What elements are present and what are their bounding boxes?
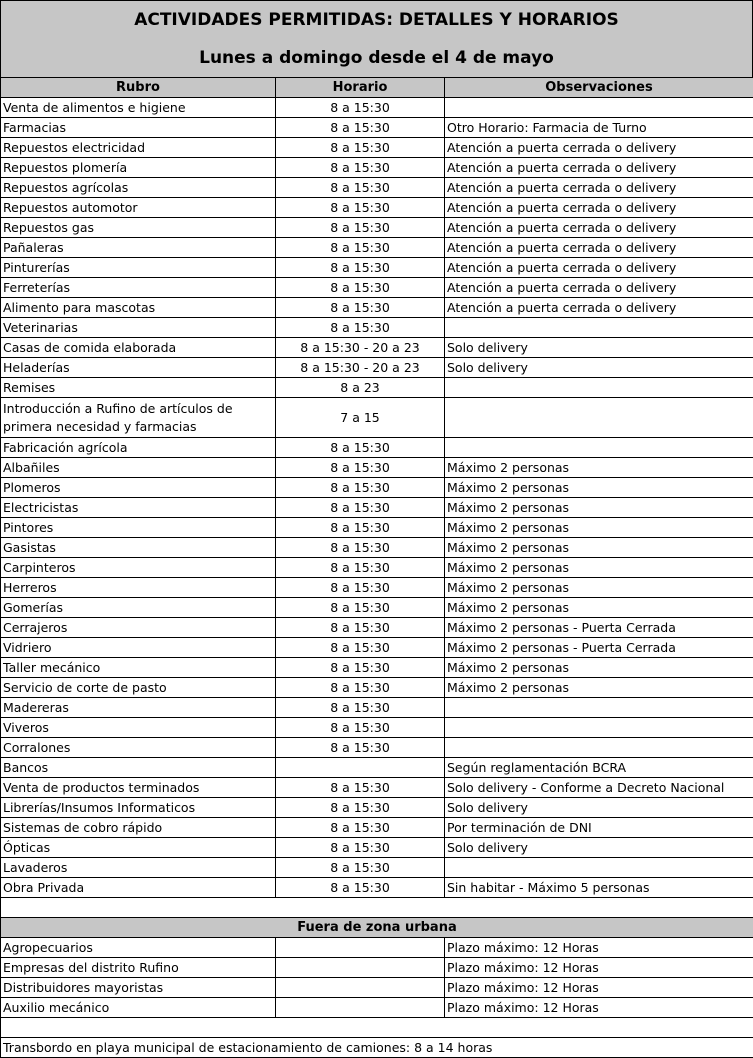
- observaciones-cell: Solo delivery: [445, 338, 753, 358]
- horario-cell: 8 a 15:30: [276, 578, 445, 598]
- rubro-cell: Repuestos electricidad: [1, 138, 276, 158]
- rubro-cell: Viveros: [1, 718, 276, 738]
- rubro-cell: Bancos: [1, 758, 276, 778]
- horario-cell: [276, 978, 445, 998]
- table-row: [1, 998, 753, 1018]
- header-observaciones: Observaciones: [445, 78, 753, 98]
- horario-cell: 8 a 15:30: [276, 858, 445, 878]
- table-row: [1, 338, 753, 358]
- horario-cell: 8 a 23: [276, 378, 445, 398]
- observaciones-cell: Máximo 2 personas - Puerta Cerrada: [445, 638, 753, 658]
- rubro-cell: Ópticas: [1, 838, 276, 858]
- table-row: [1, 618, 753, 638]
- horario-cell: 8 a 15:30: [276, 878, 445, 898]
- table-row: [1, 498, 753, 518]
- horario-cell: 8 a 15:30: [276, 478, 445, 498]
- rubro-cell: Obra Privada: [1, 878, 276, 898]
- rubro-cell: Lavaderos: [1, 858, 276, 878]
- observaciones-cell: Máximo 2 personas: [445, 558, 753, 578]
- horario-cell: 8 a 15:30: [276, 198, 445, 218]
- horario-cell: [276, 938, 445, 958]
- horario-cell: 8 a 15:30: [276, 818, 445, 838]
- observaciones-cell: Máximo 2 personas: [445, 658, 753, 678]
- observaciones-cell: Atención a puerta cerrada o delivery: [445, 158, 753, 178]
- observaciones-cell: Atención a puerta cerrada o delivery: [445, 178, 753, 198]
- rubro-cell: Venta de productos terminados: [1, 778, 276, 798]
- observaciones-cell: Atención a puerta cerrada o delivery: [445, 218, 753, 238]
- horario-cell: 8 a 15:30: [276, 658, 445, 678]
- rubro-cell: Madereras: [1, 698, 276, 718]
- spacer-row: [1, 1018, 753, 1038]
- spacer-block-2: [1, 1018, 753, 1038]
- rubro-cell: Pañaleras: [1, 238, 276, 258]
- rubro-cell: Gomerías: [1, 598, 276, 618]
- table-row: [1, 398, 753, 438]
- table-row: [1, 638, 753, 658]
- observaciones-cell: Máximo 2 personas - Puerta Cerrada: [445, 618, 753, 638]
- table-row: [1, 98, 753, 118]
- horario-cell: 8 a 15:30: [276, 698, 445, 718]
- observaciones-cell: [445, 98, 753, 118]
- rubro-cell: Repuestos plomería: [1, 158, 276, 178]
- horario-cell: 8 a 15:30: [276, 458, 445, 478]
- rubro-cell: Farmacias: [1, 118, 276, 138]
- observaciones-cell: [445, 738, 753, 758]
- horario-cell: 8 a 15:30: [276, 218, 445, 238]
- rural-section: [1, 918, 753, 938]
- rubro-cell: Veterinarias: [1, 318, 276, 338]
- title-block: [0, 0, 753, 77]
- rubro-cell: Casas de comida elaborada: [1, 338, 276, 358]
- horario-cell: 8 a 15:30: [276, 558, 445, 578]
- table-row: [1, 738, 753, 758]
- horario-cell: 8 a 15:30: [276, 598, 445, 618]
- horario-cell: 8 a 15:30 - 20 a 23: [276, 358, 445, 378]
- spacer-cell: [1, 1018, 753, 1038]
- header-horario: Horario: [276, 78, 445, 98]
- footer-block: [1, 1038, 753, 1058]
- horario-cell: 8 a 15:30: [276, 538, 445, 558]
- spacer-block: [1, 898, 753, 918]
- horario-cell: 8 a 15:30: [276, 258, 445, 278]
- rubro-cell: Alimento para mascotas: [1, 298, 276, 318]
- rubro-cell: Remises: [1, 378, 276, 398]
- rubro-cell: Fabricación agrícola: [1, 438, 276, 458]
- table-row: [1, 878, 753, 898]
- horario-cell: 8 a 15:30: [276, 618, 445, 638]
- observaciones-cell: Atención a puerta cerrada o delivery: [445, 298, 753, 318]
- observaciones-cell: Máximo 2 personas: [445, 518, 753, 538]
- section-title: Fuera de zona urbana: [1, 918, 753, 938]
- header-row: [1, 78, 753, 98]
- header-rubro: Rubro: [1, 78, 276, 98]
- table-row: [1, 378, 753, 398]
- observaciones-cell: Solo delivery: [445, 798, 753, 818]
- spacer-cell: [1, 898, 753, 918]
- horario-cell: 8 a 15:30: [276, 298, 445, 318]
- observaciones-cell: [445, 438, 753, 458]
- rubro-cell: Auxilio mecánico: [1, 998, 276, 1018]
- page-subtitle: Lunes a domingo desde el 4 de mayo: [1, 39, 752, 77]
- table-row: [1, 278, 753, 298]
- observaciones-cell: Atención a puerta cerrada o delivery: [445, 278, 753, 298]
- table-row: [1, 118, 753, 138]
- footer-note: Transbordo en playa municipal de estacionamiento de camiones: 8 a 14 horas: [1, 1038, 753, 1058]
- table-row: [1, 358, 753, 378]
- table-row: [1, 458, 753, 478]
- rubro-cell: Repuestos automotor: [1, 198, 276, 218]
- horario-cell: 8 a 15:30: [276, 778, 445, 798]
- rubro-cell: Repuestos gas: [1, 218, 276, 238]
- observaciones-cell: Plazo máximo: 12 Horas: [445, 978, 753, 998]
- rubro-cell: Introducción a Rufino de artículos de primera necesidad y farmacias: [1, 398, 276, 438]
- observaciones-cell: Máximo 2 personas: [445, 458, 753, 478]
- observaciones-cell: Máximo 2 personas: [445, 578, 753, 598]
- observaciones-cell: Otro Horario: Farmacia de Turno: [445, 118, 753, 138]
- rubro-cell: Vidriero: [1, 638, 276, 658]
- observaciones-cell: Máximo 2 personas: [445, 538, 753, 558]
- observaciones-cell: Plazo máximo: 12 Horas: [445, 998, 753, 1018]
- observaciones-cell: Solo delivery: [445, 358, 753, 378]
- horario-cell: 8 a 15:30: [276, 718, 445, 738]
- table-row: [1, 938, 753, 958]
- rubro-cell: Cerrajeros: [1, 618, 276, 638]
- rubro-cell: Plomeros: [1, 478, 276, 498]
- rubro-cell: Venta de alimentos e higiene: [1, 98, 276, 118]
- table-row: [1, 598, 753, 618]
- table-row: [1, 258, 753, 278]
- table-row: [1, 478, 753, 498]
- horario-cell: 8 a 15:30: [276, 118, 445, 138]
- table-row: [1, 578, 753, 598]
- table-row: [1, 858, 753, 878]
- activities-body: [1, 98, 753, 898]
- observaciones-cell: [445, 858, 753, 878]
- activities-table: [0, 77, 753, 1058]
- horario-cell: 8 a 15:30: [276, 318, 445, 338]
- table-row: [1, 658, 753, 678]
- horario-cell: [276, 758, 445, 778]
- observaciones-cell: Máximo 2 personas: [445, 678, 753, 698]
- table-row: [1, 838, 753, 858]
- page-title: ACTIVIDADES PERMITIDAS: DETALLES Y HORARIOS: [1, 1, 752, 39]
- observaciones-cell: Por terminación de DNI: [445, 818, 753, 838]
- horario-cell: [276, 958, 445, 978]
- observaciones-cell: Solo delivery - Conforme a Decreto Nacional: [445, 778, 753, 798]
- observaciones-cell: [445, 378, 753, 398]
- horario-cell: 8 a 15:30: [276, 138, 445, 158]
- rubro-cell: Herreros: [1, 578, 276, 598]
- spacer-row: [1, 898, 753, 918]
- rubro-cell: Electricistas: [1, 498, 276, 518]
- table-row: [1, 978, 753, 998]
- table-row: [1, 698, 753, 718]
- rubro-cell: Carpinteros: [1, 558, 276, 578]
- table-row: [1, 678, 753, 698]
- section-header-row: [1, 918, 753, 938]
- rural-body: [1, 938, 753, 1018]
- rubro-cell: Heladerías: [1, 358, 276, 378]
- rubro-cell: Sistemas de cobro rápido: [1, 818, 276, 838]
- observaciones-cell: Máximo 2 personas: [445, 478, 753, 498]
- table-row: [1, 298, 753, 318]
- horario-cell: 8 a 15:30: [276, 798, 445, 818]
- table-row: [1, 818, 753, 838]
- observaciones-cell: Solo delivery: [445, 838, 753, 858]
- observaciones-cell: Máximo 2 personas: [445, 498, 753, 518]
- rubro-cell: Taller mecánico: [1, 658, 276, 678]
- horario-cell: 7 a 15: [276, 398, 445, 438]
- table-row: [1, 178, 753, 198]
- observaciones-cell: Plazo máximo: 12 Horas: [445, 938, 753, 958]
- rubro-cell: Pintores: [1, 518, 276, 538]
- table-row: [1, 558, 753, 578]
- horario-cell: 8 a 15:30: [276, 98, 445, 118]
- rubro-cell: Librerías/Insumos Informaticos: [1, 798, 276, 818]
- table-row: [1, 718, 753, 738]
- rubro-cell: Albañiles: [1, 458, 276, 478]
- table-row: [1, 198, 753, 218]
- observaciones-cell: Plazo máximo: 12 Horas: [445, 958, 753, 978]
- horario-cell: 8 a 15:30: [276, 838, 445, 858]
- table-row: [1, 518, 753, 538]
- footer-row: [1, 1038, 753, 1058]
- rubro-cell: Repuestos agrícolas: [1, 178, 276, 198]
- horario-cell: 8 a 15:30: [276, 438, 445, 458]
- horario-cell: [276, 998, 445, 1018]
- observaciones-cell: Máximo 2 personas: [445, 598, 753, 618]
- horario-cell: 8 a 15:30: [276, 158, 445, 178]
- rubro-cell: Empresas del distrito Rufino: [1, 958, 276, 978]
- table-row: [1, 758, 753, 778]
- observaciones-cell: [445, 318, 753, 338]
- table-row: [1, 238, 753, 258]
- rubro-cell: Servicio de corte de pasto: [1, 678, 276, 698]
- rubro-cell: Pinturerías: [1, 258, 276, 278]
- table-row: [1, 438, 753, 458]
- observaciones-cell: Atención a puerta cerrada o delivery: [445, 258, 753, 278]
- observaciones-cell: Según reglamentación BCRA: [445, 758, 753, 778]
- observaciones-cell: [445, 698, 753, 718]
- table-row: [1, 798, 753, 818]
- rubro-cell: Agropecuarios: [1, 938, 276, 958]
- horario-cell: 8 a 15:30: [276, 498, 445, 518]
- rubro-cell: Gasistas: [1, 538, 276, 558]
- rubro-cell: Ferreterías: [1, 278, 276, 298]
- horario-cell: 8 a 15:30: [276, 738, 445, 758]
- observaciones-cell: Atención a puerta cerrada o delivery: [445, 198, 753, 218]
- horario-cell: 8 a 15:30: [276, 178, 445, 198]
- horario-cell: 8 a 15:30: [276, 638, 445, 658]
- table-row: [1, 538, 753, 558]
- horario-cell: 8 a 15:30: [276, 238, 445, 258]
- rubro-cell: Corralones: [1, 738, 276, 758]
- horario-cell: 8 a 15:30: [276, 678, 445, 698]
- horario-cell: 8 a 15:30: [276, 518, 445, 538]
- observaciones-cell: Atención a puerta cerrada o delivery: [445, 238, 753, 258]
- observaciones-cell: Atención a puerta cerrada o delivery: [445, 138, 753, 158]
- table-row: [1, 138, 753, 158]
- rubro-cell: Distribuidores mayoristas: [1, 978, 276, 998]
- horario-cell: 8 a 15:30: [276, 278, 445, 298]
- horario-cell: 8 a 15:30 - 20 a 23: [276, 338, 445, 358]
- table-row: [1, 778, 753, 798]
- observaciones-cell: Sin habitar - Máximo 5 personas: [445, 878, 753, 898]
- table-row: [1, 958, 753, 978]
- table-row: [1, 158, 753, 178]
- observaciones-cell: [445, 398, 753, 438]
- observaciones-cell: [445, 718, 753, 738]
- table-row: [1, 318, 753, 338]
- table-row: [1, 218, 753, 238]
